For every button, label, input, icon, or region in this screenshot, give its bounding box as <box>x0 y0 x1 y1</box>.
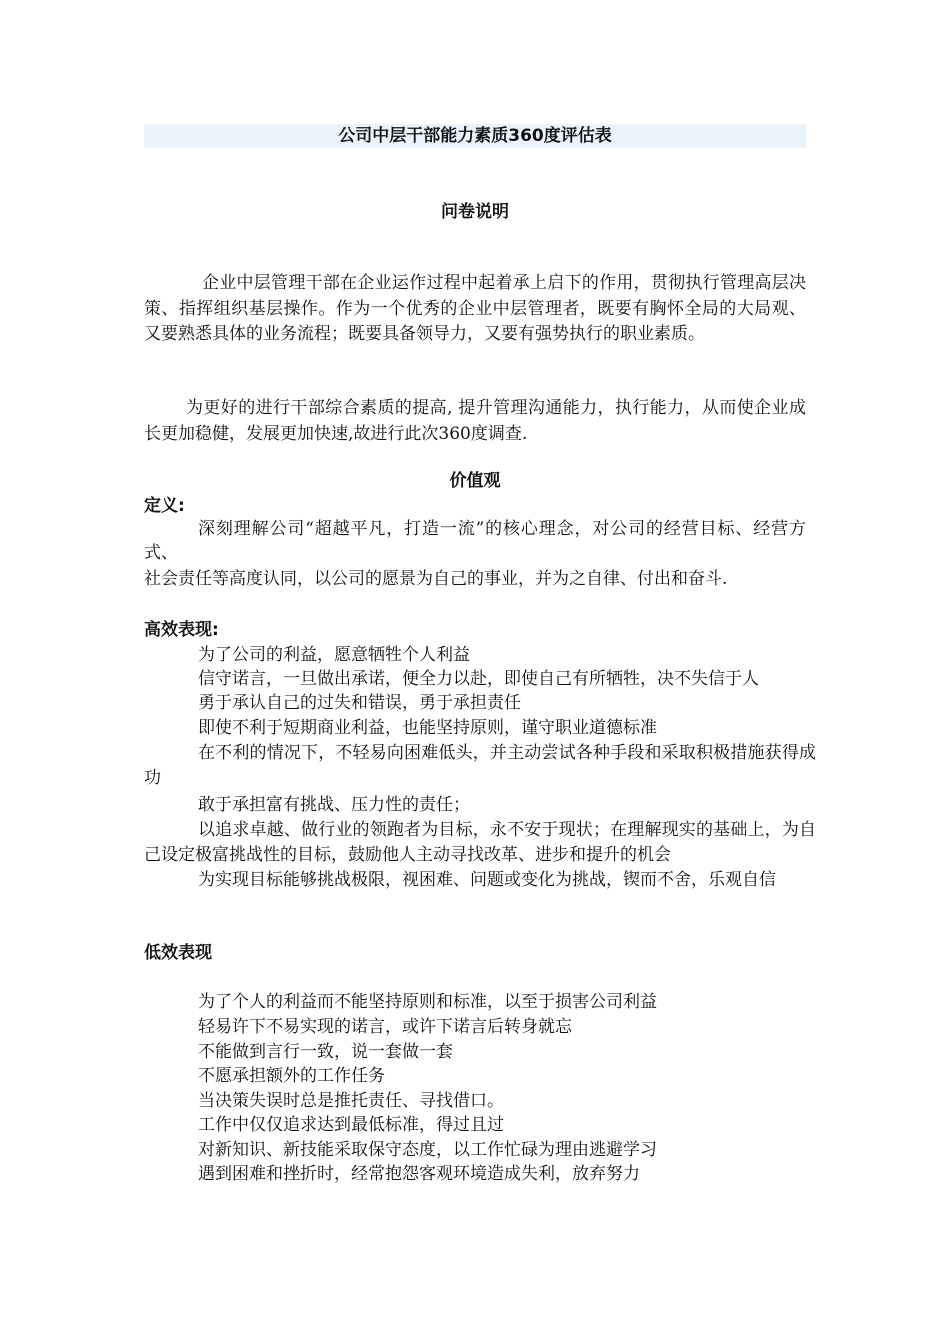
low-performance-label: 低效表现 <box>144 943 212 963</box>
high-item: 为实现目标能够挑战极限，视困难、问题或变化为挑战，锲而不舍，乐观自信 <box>198 870 776 890</box>
high-item: 在不利的情况下，不轻易向困难低头，并主动尝试各种手段和采取积极措施获得成功 <box>144 743 816 788</box>
high-performance-label: 高效表现: <box>144 620 219 640</box>
definition-text-2: 社会责任等高度认同，以公司的愿景为自己的事业，并为之自律、付出和奋斗. <box>144 569 728 589</box>
low-item: 当决策失误时总是推托责任、寻找借口。 <box>198 1091 504 1111</box>
low-item: 对新知识、新技能采取保守态度，以工作忙碌为理由逃避学习 <box>198 1140 657 1160</box>
high-item: 信守诺言，一旦做出承诺，便全力以赴，即使自己有所牺牲，决不失信于人 <box>198 669 759 689</box>
document-title: 公司中层干部能力素质360度评估表 <box>338 126 612 146</box>
high-item: 即使不利于短期商业利益，也能坚持原则，谨守职业道德标准 <box>198 718 657 738</box>
intro-paragraph-2: 为更好的进行干部综合素质的提高, 提升管理沟通能力，执行能力，从而使企业成长更加稳健，发展更加快速,故进行此次360度调查. <box>144 398 806 444</box>
low-item: 工作中仅仅追求达到最低标准，得过且过 <box>198 1115 504 1135</box>
document-title-bar <box>144 124 806 148</box>
definition-text-1: 深刻理解公司“超越平凡，打造一流”的核心理念，对公司的经营目标、经营方式、 <box>144 519 806 563</box>
section-heading-intro: 问卷说明 <box>441 202 509 222</box>
low-item: 遇到困难和挫折时，经常抱怨客观环境造成失利，放弃努力 <box>198 1164 640 1184</box>
high-item: 为了公司的利益，愿意牺牲个人利益 <box>198 645 470 665</box>
section-heading-values: 价值观 <box>449 471 501 491</box>
low-item: 为了个人的利益而不能坚持原则和标准，以至于损害公司利益 <box>198 992 657 1012</box>
intro-paragraph-1: 企业中层管理干部在企业运作过程中起着承上启下的作用，贯彻执行管理高层决策、指挥组织基层操作。作为一个优秀的企业中层管理者，既要有胸怀全局的大局观、又要熟悉具体的业务流程；既要具备领导力，又要有强势执行的职业素质。 <box>144 273 806 344</box>
low-item: 不愿承担额外的工作任务 <box>198 1066 385 1086</box>
definition-label: 定义: <box>144 496 185 516</box>
high-item: 敢于承担富有挑战、压力性的责任； <box>198 795 470 815</box>
high-item: 以追求卓越、做行业的领跑者为目标，永不安于现状；在理解现实的基础上，为自己设定极富挑战性的目标，鼓励他人主动寻找改革、进步和提升的机会 <box>144 820 816 865</box>
low-item: 轻易许下不易实现的诺言，或许下诺言后转身就忘 <box>198 1017 572 1037</box>
low-item: 不能做到言行一致，说一套做一套 <box>198 1042 453 1062</box>
high-item: 勇于承认自己的过失和错误，勇于承担责任 <box>198 693 521 713</box>
